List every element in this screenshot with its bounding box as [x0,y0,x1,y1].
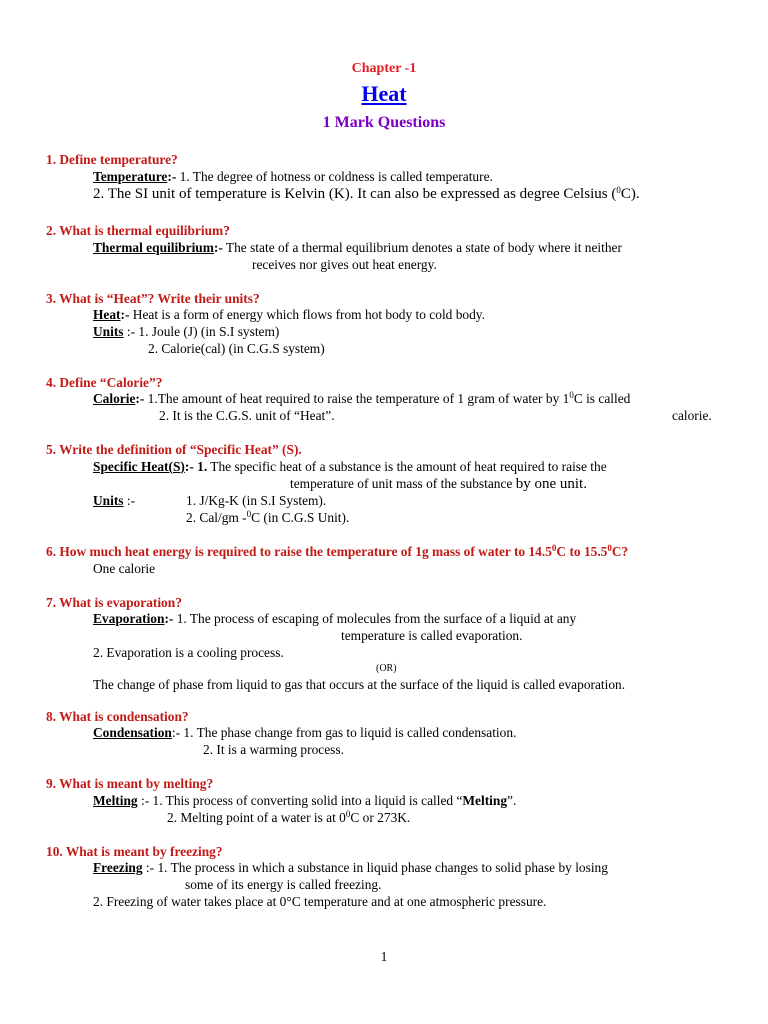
page-title: Heat [361,81,407,106]
question-1: 1. Define temperature? [46,152,178,167]
answer-3-units: Units :- 1. Joule (J) (in S.I system) [93,324,280,339]
answer-7-line-1: Evaporation:- 1. The process of escaping of molecules from the surface of a liquid at any [93,611,577,626]
answer-10-line-1: Freezing :- 1. The process in which a substance in liquid phase changes to solid phase by losing [93,860,608,875]
answer-6: One calorie [93,561,156,576]
answer-10-line-2: some of its energy is called freezing. [185,877,382,892]
term-temperature: Temperature [93,169,168,184]
term-freezing: Freezing [93,860,143,875]
answer-2-line-1: Thermal equilibrium:- The state of a thermal equilibrium denotes a state of body where it neither [93,240,622,255]
term-evaporation: Evaporation [93,611,165,626]
term-condensation: Condensation [93,725,172,740]
question-3: 3. What is “Heat”? Write their units? [46,291,260,306]
answer-2-line-2: receives nor gives out heat energy. [252,257,437,272]
answer-8-line-1: Condensation:- 1. The phase change from gas to liquid is called condensation. [93,725,517,740]
question-7: 7. What is evaporation? [46,595,182,610]
answer-3-unit-2: 2. Calorie(cal) (in C.G.S system) [148,341,325,356]
answer-5-units: Units :- [93,493,136,508]
term-units: Units [93,324,124,339]
answer-8-line-2: 2. It is a warming process. [203,742,344,757]
term-thermal-equilibrium: Thermal equilibrium [93,240,214,255]
answer-4-line-2-right: calorie. [672,408,712,423]
question-2: 2. What is thermal equilibrium? [46,223,230,238]
answer-7-line-4: The change of phase from liquid to gas that occurs at the surface of the liquid is called evaporation. [93,677,626,692]
page-subtitle: 1 Mark Questions [322,114,446,131]
page-number: 1 [380,949,388,964]
answer-5-unit-2: 2. Cal/gm -$^0$C (in C.G.S Unit). [186,509,350,525]
answer-9-line-2: 2. Melting point of a water is at $0^0C$ or 273K. [167,809,411,825]
answer-10-line-3: 2. Freezing of water takes place at 0°C temperature and at one atmospheric pressure. [93,894,547,909]
chapter-label: Chapter -1 [351,61,417,76]
term-heat: Heat [93,307,121,322]
answer-1-line-2: 2. The SI unit of temperature is Kelvin (K). It can also be expressed as degree Celsius ($^0$C). [93,185,640,202]
answer-4-line-2: 2. It is the C.G.S. unit of “Heat”. [159,408,335,423]
question-4: 4. Define “Calorie”? [46,375,163,390]
question-6: 6. How much heat energy is required to raise the temperature of 1g mass of water to 14.5$^0$C to 15.5$^0$C? [46,543,629,559]
term-specific-heat: Specific Heat(S) [93,459,185,474]
answer-7-or: (OR) [376,663,397,674]
answer-7-line-2: temperature is called evaporation. [341,628,523,643]
question-8: 8. What is condensation? [46,709,189,724]
question-9: 9. What is meant by melting? [46,776,214,791]
answer-7-line-3: 2. Evaporation is a cooling process. [93,645,284,660]
answer-5-line-1: Specific Heat(S):- 1. The specific heat of a substance is the amount of heat required to raise the [93,459,607,474]
term-melting: Melting [93,793,138,808]
term-units: Units [93,493,124,508]
answer-3-line-1: Heat:- Heat is a form of energy which flows from hot body to cold body. [93,307,485,322]
answer-1-line-1: Temperature:- 1. The degree of hotness or coldness is called temperature. [93,169,493,184]
answer-5-line-2: temperature of unit mass of the substance by one unit. [290,476,587,492]
term-calorie: Calorie [93,391,136,406]
answer-5-unit-1: 1. J/Kg-K (in S.I System). [186,493,327,508]
answer-4-line-1: Calorie:- 1.The amount of heat required to raise the temperature of 1 gram of water by $1^0C$ is called [93,390,631,406]
answer-9-line-1: Melting :- 1. This process of converting solid into a liquid is called “Melting”. [93,793,517,808]
question-5: 5. Write the definition of “Specific Heat” (S). [46,442,302,457]
question-10: 10. What is meant by freezing? [46,844,223,859]
